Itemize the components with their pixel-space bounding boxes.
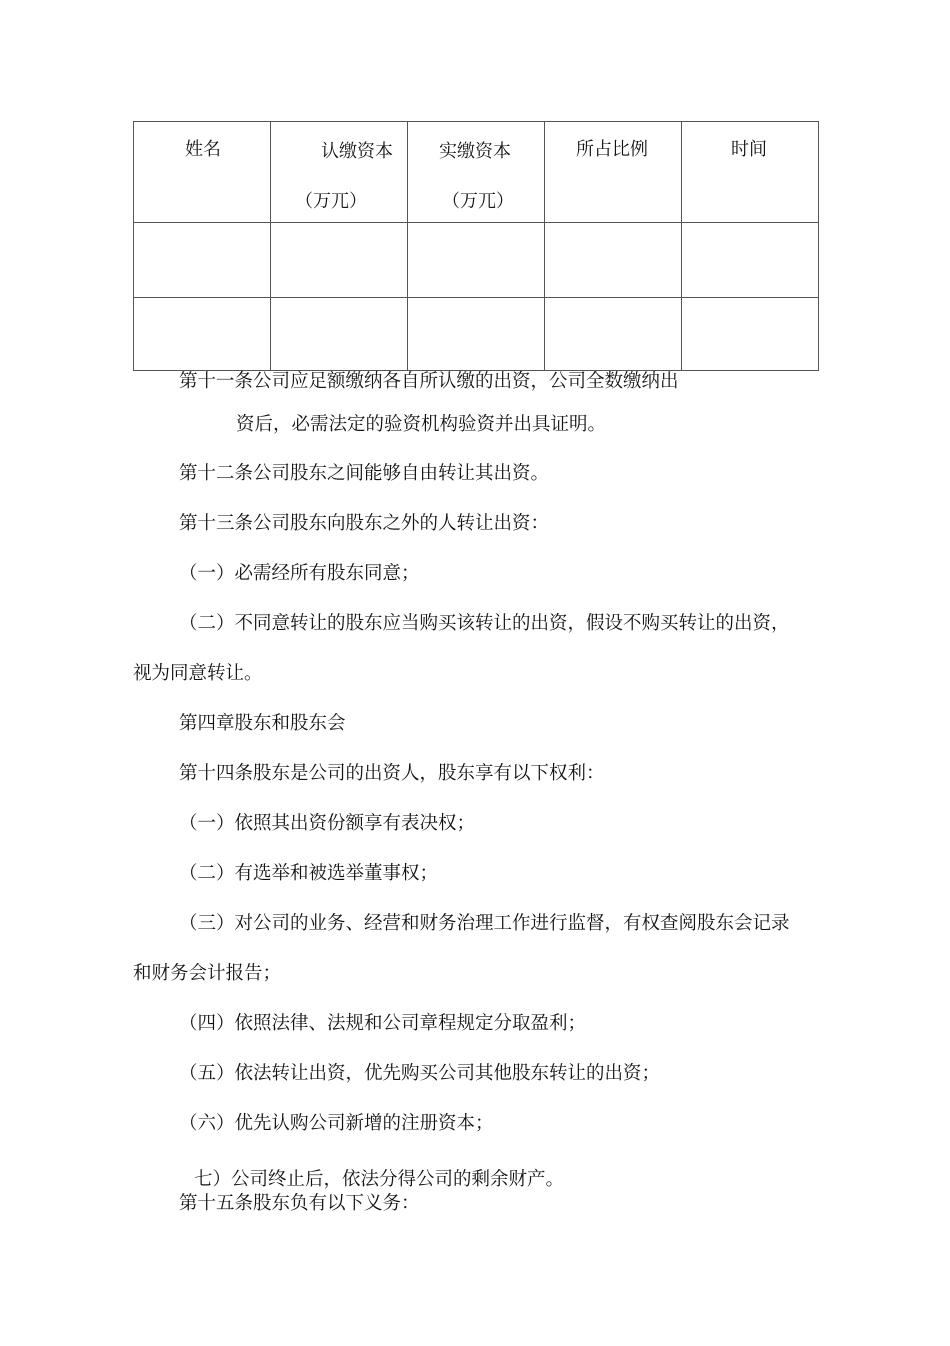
- article-11-text: 第十一条公司应足额缴纳各自所认缴的出资，公司全数缴纳出: [179, 371, 679, 392]
- article-14-item-3-continuation: 和财务会计报告；: [133, 963, 282, 984]
- table-cell: [271, 298, 408, 371]
- header-subscribed-unit: （万兀）: [295, 191, 367, 212]
- table-header-row: [134, 122, 819, 223]
- chapter-4-heading: 第四章股东和股东会: [179, 713, 346, 734]
- table-cell: [545, 223, 682, 298]
- article-13-item-2-continuation: 视为同意转让。: [133, 663, 263, 684]
- header-name-label: 姓名: [185, 139, 221, 160]
- article-13-item-2: （二）不同意转让的股东应当购买该转让的出资，假设不购买转让的出资，: [179, 613, 790, 634]
- table-cell: [134, 223, 271, 298]
- article-13-text: 第十三条公司股东向股东之外的人转让出资：: [179, 513, 550, 534]
- article-14-item-3: （三）对公司的业务、经营和财务治理工作进行监督，有权查阅股东会记录: [179, 913, 790, 934]
- header-time-label: 时间: [731, 139, 767, 160]
- table-cell: [408, 298, 545, 371]
- header-cell-ratio: [545, 122, 682, 223]
- table-row: [134, 298, 819, 371]
- header-subscribed-label: 认缴资本: [321, 141, 393, 162]
- header-cell-paid-capital: [408, 122, 545, 223]
- table-cell: [682, 223, 819, 298]
- table-cell: [408, 223, 545, 298]
- article-14-item-1: （一）依照其出资份额享有表决权；: [179, 813, 476, 834]
- article-14-item-4: （四）依照法律、法规和公司章程规定分取盈利；: [179, 1013, 587, 1034]
- article-15-text: 第十五条股东负有以下义务：: [179, 1193, 420, 1214]
- header-paid-label: 实缴资本: [439, 141, 511, 162]
- table-cell: [545, 298, 682, 371]
- table-cell: [682, 298, 819, 371]
- article-14-item-7: 七）公司终止后，依法分得公司的剩余财产。: [194, 1169, 565, 1190]
- article-14-item-5: （五）依法转让出资，优先购买公司其他股东转让的出资；: [179, 1063, 661, 1084]
- header-cell-time: [682, 122, 819, 223]
- article-14-item-6: （六）优先认购公司新增的注册资本；: [179, 1113, 494, 1134]
- header-cell-name: [134, 122, 271, 223]
- article-12-text: 第十二条公司股东之间能够自由转让其出资。: [179, 463, 550, 484]
- table-row: [134, 223, 819, 298]
- header-ratio-label: 所占比例: [576, 139, 648, 160]
- article-14-item-2: （二）有选举和被选举董事权；: [179, 863, 439, 884]
- article-14-text: 第十四条股东是公司的出资人，股东享有以下权利：: [179, 763, 605, 784]
- table-cell: [271, 223, 408, 298]
- table-cell: [134, 298, 271, 371]
- article-11-continuation: 资后，必需法定的验资机构验资并出具证明。: [236, 414, 607, 435]
- header-cell-subscribed-capital: [271, 122, 408, 223]
- header-paid-unit: （万兀）: [442, 191, 514, 212]
- article-13-item-1: （一）必需经所有股东同意；: [179, 563, 420, 584]
- shareholder-capital-table: [133, 121, 819, 371]
